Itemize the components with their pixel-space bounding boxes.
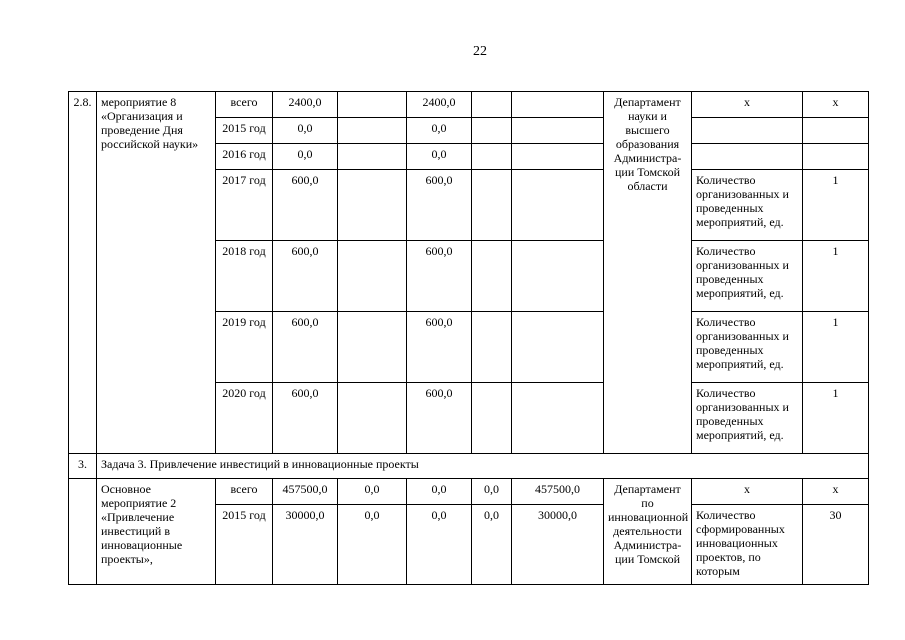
federal-cell: 0,0 [338, 505, 407, 585]
indicator-cell: Количество сформированных инновационных проектов, по которым [692, 505, 803, 585]
indicator-cell: Количество организованных и проведенных мероприятий, ед. [692, 241, 803, 312]
regional-cell: 0,0 [407, 479, 472, 505]
year-cell: 2018 год [216, 241, 273, 312]
local-cell [472, 312, 512, 383]
local-cell [472, 170, 512, 241]
executor: Департамент науки и высшего образования Администра-ции Томской области [604, 92, 692, 454]
row-number: 2.8. [69, 92, 97, 454]
activity-name: Основное мероприятие 2 «Привлечение инвестиций в инновационные проекты», [97, 479, 216, 585]
offbudget-cell [512, 170, 604, 241]
local-cell [472, 144, 512, 170]
local-cell [472, 383, 512, 454]
total-cell: 0,0 [273, 118, 338, 144]
total-cell: 0,0 [273, 144, 338, 170]
offbudget-cell [512, 312, 604, 383]
year-cell: всего [216, 479, 273, 505]
indicator-value: 30 [803, 505, 869, 585]
regional-cell: 0,0 [407, 144, 472, 170]
federal-cell [338, 144, 407, 170]
offbudget-cell: 457500,0 [512, 479, 604, 505]
row-number [69, 479, 97, 585]
table-row [69, 92, 869, 118]
indicator-value: 1 [803, 170, 869, 241]
task-row [69, 454, 869, 479]
total-cell: 600,0 [273, 241, 338, 312]
offbudget-cell [512, 383, 604, 454]
regional-cell: 2400,0 [407, 92, 472, 118]
total-cell: 2400,0 [273, 92, 338, 118]
total-cell: 457500,0 [273, 479, 338, 505]
federal-cell [338, 118, 407, 144]
indicator-cell [692, 118, 803, 144]
year-cell: 2020 год [216, 383, 273, 454]
offbudget-cell [512, 92, 604, 118]
table-row [69, 479, 869, 505]
federal-cell [338, 241, 407, 312]
local-cell: 0,0 [472, 479, 512, 505]
local-cell [472, 92, 512, 118]
indicator-value: х [803, 92, 869, 118]
local-cell [472, 118, 512, 144]
year-cell: 2015 год [216, 505, 273, 585]
indicator-value [803, 118, 869, 144]
total-cell: 600,0 [273, 383, 338, 454]
year-cell: 2017 год [216, 170, 273, 241]
total-cell: 600,0 [273, 170, 338, 241]
federal-cell [338, 170, 407, 241]
year-cell: 2015 год [216, 118, 273, 144]
regional-cell: 0,0 [407, 118, 472, 144]
offbudget-cell: 30000,0 [512, 505, 604, 585]
indicator-cell: х [692, 92, 803, 118]
program-table [68, 91, 869, 585]
total-cell: 600,0 [273, 312, 338, 383]
activity-name: мероприятие 8 «Организация и проведение Дня российской науки» [97, 92, 216, 454]
indicator-cell: Количество организованных и проведенных мероприятий, ед. [692, 170, 803, 241]
federal-cell [338, 312, 407, 383]
year-cell: 2016 год [216, 144, 273, 170]
indicator-cell: Количество организованных и проведенных мероприятий, ед. [692, 312, 803, 383]
year-cell: всего [216, 92, 273, 118]
indicator-value: 1 [803, 241, 869, 312]
local-cell: 0,0 [472, 505, 512, 585]
indicator-cell: Количество организованных и проведенных мероприятий, ед. [692, 383, 803, 454]
total-cell: 30000,0 [273, 505, 338, 585]
federal-cell [338, 383, 407, 454]
task-number: 3. [69, 454, 97, 479]
indicator-value: 1 [803, 312, 869, 383]
indicator-cell [692, 144, 803, 170]
indicator-value: х [803, 479, 869, 505]
federal-cell [338, 92, 407, 118]
regional-cell: 600,0 [407, 312, 472, 383]
indicator-cell: х [692, 479, 803, 505]
offbudget-cell [512, 118, 604, 144]
regional-cell: 600,0 [407, 170, 472, 241]
regional-cell: 600,0 [407, 241, 472, 312]
indicator-value [803, 144, 869, 170]
local-cell [472, 241, 512, 312]
offbudget-cell [512, 144, 604, 170]
task-title: Задача 3. Привлечение инвестиций в инновационные проекты [97, 454, 869, 479]
executor: Департамент по инновационной деятельности Администра-ции Томской [604, 479, 692, 585]
page-number: 22 [473, 44, 487, 59]
regional-cell: 0,0 [407, 505, 472, 585]
indicator-value: 1 [803, 383, 869, 454]
regional-cell: 600,0 [407, 383, 472, 454]
federal-cell: 0,0 [338, 479, 407, 505]
offbudget-cell [512, 241, 604, 312]
year-cell: 2019 год [216, 312, 273, 383]
